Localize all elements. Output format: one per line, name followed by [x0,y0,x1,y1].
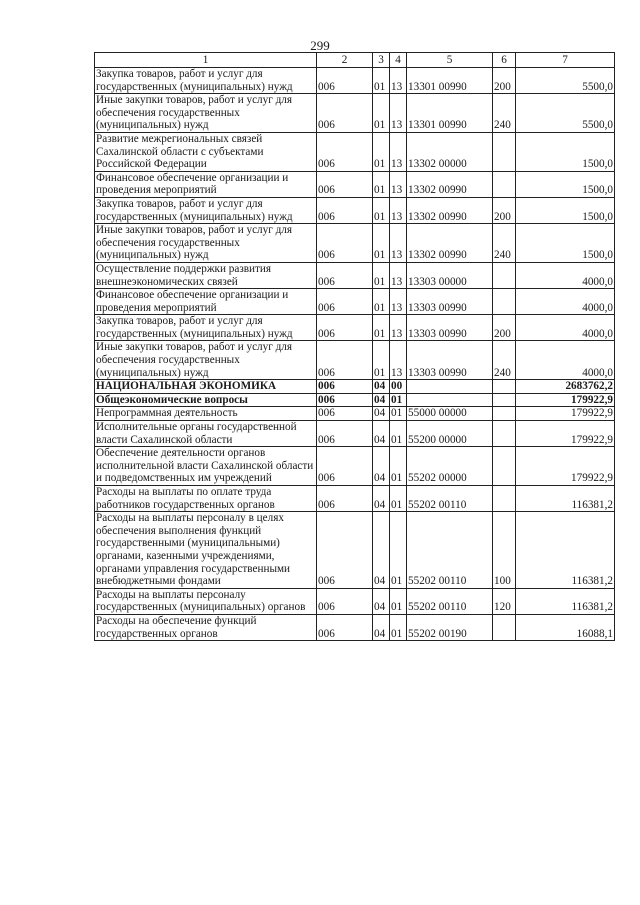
subsection-code-cell: 01 [390,407,407,421]
target-article-cell: 13303 00000 [407,262,493,288]
ministry-code-cell: 006 [317,132,373,171]
amount-cell: 116381,2 [516,588,615,614]
ministry-code-cell: 006 [317,171,373,197]
table-row [95,588,615,614]
ministry-code-cell: 006 [317,588,373,614]
expense-name-cell: Расходы на обеспечение функций государственных органов [95,614,317,640]
amount-cell: 2683762,2 [516,380,615,394]
subsection-code-cell: 01 [390,421,407,447]
amount-cell: 4000,0 [516,289,615,315]
ministry-code-cell: 006 [317,407,373,421]
section-code-cell: 04 [373,512,390,589]
expense-type-cell: 240 [493,94,516,133]
subsection-code-cell: 01 [390,393,407,407]
subsection-code-cell: 01 [390,486,407,512]
table-row [95,486,615,512]
ministry-code-cell: 006 [317,393,373,407]
target-article-cell: 55202 00000 [407,447,493,486]
expense-type-cell [493,407,516,421]
target-article-cell: 55200 00000 [407,421,493,447]
section-code-cell: 01 [373,224,390,263]
table-row [95,132,615,171]
section-code-cell: 04 [373,380,390,394]
expense-type-cell [493,486,516,512]
expense-name-cell: НАЦИОНАЛЬНАЯ ЭКОНОМИКА [95,380,317,394]
table-row [95,197,615,223]
amount-cell: 1500,0 [516,132,615,171]
expense-type-cell: 200 [493,315,516,341]
ministry-code-cell: 006 [317,315,373,341]
subsection-code-cell: 13 [390,315,407,341]
section-code-cell: 01 [373,94,390,133]
table-row [95,512,615,589]
column-header: 3 [373,53,390,68]
table-row [95,341,615,380]
expense-name-cell: Иные закупки товаров, работ и услуг для обеспечения государственных (муниципальных) нужд [95,94,317,133]
column-header: 6 [493,53,516,68]
subsection-code-cell: 13 [390,289,407,315]
ministry-code-cell: 006 [317,289,373,315]
amount-cell: 1500,0 [516,224,615,263]
amount-cell: 1500,0 [516,171,615,197]
ministry-code-cell: 006 [317,447,373,486]
subsection-code-cell: 01 [390,614,407,640]
ministry-code-cell: 006 [317,224,373,263]
target-article-cell: 13302 00990 [407,171,493,197]
subsection-code-cell: 13 [390,132,407,171]
subsection-code-cell: 00 [390,380,407,394]
expense-name-cell: Иные закупки товаров, работ и услуг для обеспечения государственных (муниципальных) нужд [95,224,317,263]
target-article-cell [407,393,493,407]
expense-name-cell: Расходы на выплаты персоналу государственных (муниципальных) органов [95,588,317,614]
target-article-cell: 55202 00110 [407,588,493,614]
section-code-cell: 01 [373,171,390,197]
table-row [95,407,615,421]
ministry-code-cell: 006 [317,341,373,380]
table-header-row [95,53,615,68]
page-number: 299 [310,38,330,53]
expense-type-cell: 240 [493,224,516,263]
expense-name-cell: Закупка товаров, работ и услуг для государственных (муниципальных) нужд [95,197,317,223]
section-code-cell: 04 [373,407,390,421]
table-row [95,94,615,133]
amount-cell: 179922,9 [516,421,615,447]
section-code-cell: 01 [373,262,390,288]
expense-type-cell [493,447,516,486]
column-header: 5 [407,53,493,68]
target-article-cell: 13301 00990 [407,94,493,133]
expense-name-cell: Закупка товаров, работ и услуг для государственных (муниципальных) нужд [95,315,317,341]
target-article-cell: 13302 00990 [407,224,493,263]
expense-type-cell [493,380,516,394]
table-row [95,614,615,640]
ministry-code-cell: 006 [317,614,373,640]
expense-name-cell: Расходы на выплаты по оплате труда работников государственных органов [95,486,317,512]
expense-type-cell: 240 [493,341,516,380]
section-code-cell: 04 [373,588,390,614]
expense-name-cell: Расходы на выплаты персоналу в целях обеспечения выполнения функций государственными (муниципальными) органами, казенными учреждениями, органами управления государственными внебюджетными фондами [95,512,317,589]
section-code-cell: 04 [373,393,390,407]
section-code-cell: 01 [373,315,390,341]
table-row [95,68,615,94]
table-row [95,171,615,197]
budget-table [94,52,615,641]
subsection-code-cell: 01 [390,588,407,614]
target-article-cell: 55202 00190 [407,614,493,640]
expense-name-cell: Финансовое обеспечение организации и проведения мероприятий [95,171,317,197]
expense-name-cell: Финансовое обеспечение организации и проведения мероприятий [95,289,317,315]
section-code-cell: 04 [373,447,390,486]
expense-type-cell [493,289,516,315]
expense-type-cell [493,132,516,171]
ministry-code-cell: 006 [317,262,373,288]
subsection-code-cell: 01 [390,447,407,486]
section-code-cell: 01 [373,197,390,223]
section-code-cell: 01 [373,68,390,94]
expense-name-cell: Иные закупки товаров, работ и услуг для обеспечения государственных (муниципальных) нужд [95,341,317,380]
column-header: 2 [317,53,373,68]
target-article-cell: 55202 00110 [407,486,493,512]
expense-name-cell: Осуществление поддержки развития внешнеэкономических связей [95,262,317,288]
section-code-cell: 04 [373,486,390,512]
ministry-code-cell: 006 [317,68,373,94]
amount-cell: 116381,2 [516,512,615,589]
expense-type-cell [493,393,516,407]
expense-type-cell [493,614,516,640]
amount-cell: 179922,9 [516,393,615,407]
ministry-code-cell: 006 [317,380,373,394]
target-article-cell [407,380,493,394]
table-row [95,289,615,315]
target-article-cell: 13303 00990 [407,341,493,380]
ministry-code-cell: 006 [317,197,373,223]
expense-name-cell: Непрограммная деятельность [95,407,317,421]
column-header: 1 [95,53,317,68]
subsection-code-cell: 01 [390,512,407,589]
amount-cell: 179922,9 [516,447,615,486]
amount-cell: 116381,2 [516,486,615,512]
target-article-cell: 13302 00000 [407,132,493,171]
subsection-code-cell: 13 [390,341,407,380]
section-code-cell: 04 [373,421,390,447]
target-article-cell: 13301 00990 [407,68,493,94]
table-row [95,315,615,341]
expense-type-cell [493,171,516,197]
expense-name-cell: Развитие межрегиональных связей Сахалинской области с субъектами Российской Федерации [95,132,317,171]
target-article-cell: 55000 00000 [407,407,493,421]
ministry-code-cell: 006 [317,486,373,512]
subsection-code-cell: 13 [390,94,407,133]
subsection-code-cell: 13 [390,68,407,94]
section-code-cell: 01 [373,132,390,171]
amount-cell: 5500,0 [516,94,615,133]
subsection-code-cell: 13 [390,224,407,263]
amount-cell: 4000,0 [516,315,615,341]
target-article-cell: 13303 00990 [407,289,493,315]
ministry-code-cell: 006 [317,421,373,447]
expense-type-cell: 200 [493,68,516,94]
column-header: 4 [390,53,407,68]
expense-name-cell: Обеспечение деятельности органов исполнительной власти Сахалинской области и подведомственных им учреждений [95,447,317,486]
expense-name-cell: Исполнительные органы государственной власти Сахалинской области [95,421,317,447]
amount-cell: 16088,1 [516,614,615,640]
target-article-cell: 13303 00990 [407,315,493,341]
amount-cell: 179922,9 [516,407,615,421]
amount-cell: 4000,0 [516,341,615,380]
target-article-cell: 55202 00110 [407,512,493,589]
expense-type-cell: 100 [493,512,516,589]
ministry-code-cell: 006 [317,512,373,589]
subsection-code-cell: 13 [390,197,407,223]
expense-name-cell: Закупка товаров, работ и услуг для государственных (муниципальных) нужд [95,68,317,94]
expense-type-cell: 200 [493,197,516,223]
subsection-code-cell: 13 [390,262,407,288]
expense-type-cell [493,262,516,288]
amount-cell: 5500,0 [516,68,615,94]
section-code-cell: 01 [373,341,390,380]
target-article-cell: 13302 00990 [407,197,493,223]
table-row [95,262,615,288]
amount-cell: 4000,0 [516,262,615,288]
subsection-code-cell: 13 [390,171,407,197]
table-row [95,421,615,447]
column-header: 7 [516,53,615,68]
section-code-cell: 04 [373,614,390,640]
table-row [95,447,615,486]
amount-cell: 1500,0 [516,197,615,223]
expense-name-cell: Общеэкономические вопросы [95,393,317,407]
table-row [95,393,615,407]
ministry-code-cell: 006 [317,94,373,133]
expense-type-cell: 120 [493,588,516,614]
table-row [95,380,615,394]
table-row [95,224,615,263]
section-code-cell: 01 [373,289,390,315]
expense-type-cell [493,421,516,447]
